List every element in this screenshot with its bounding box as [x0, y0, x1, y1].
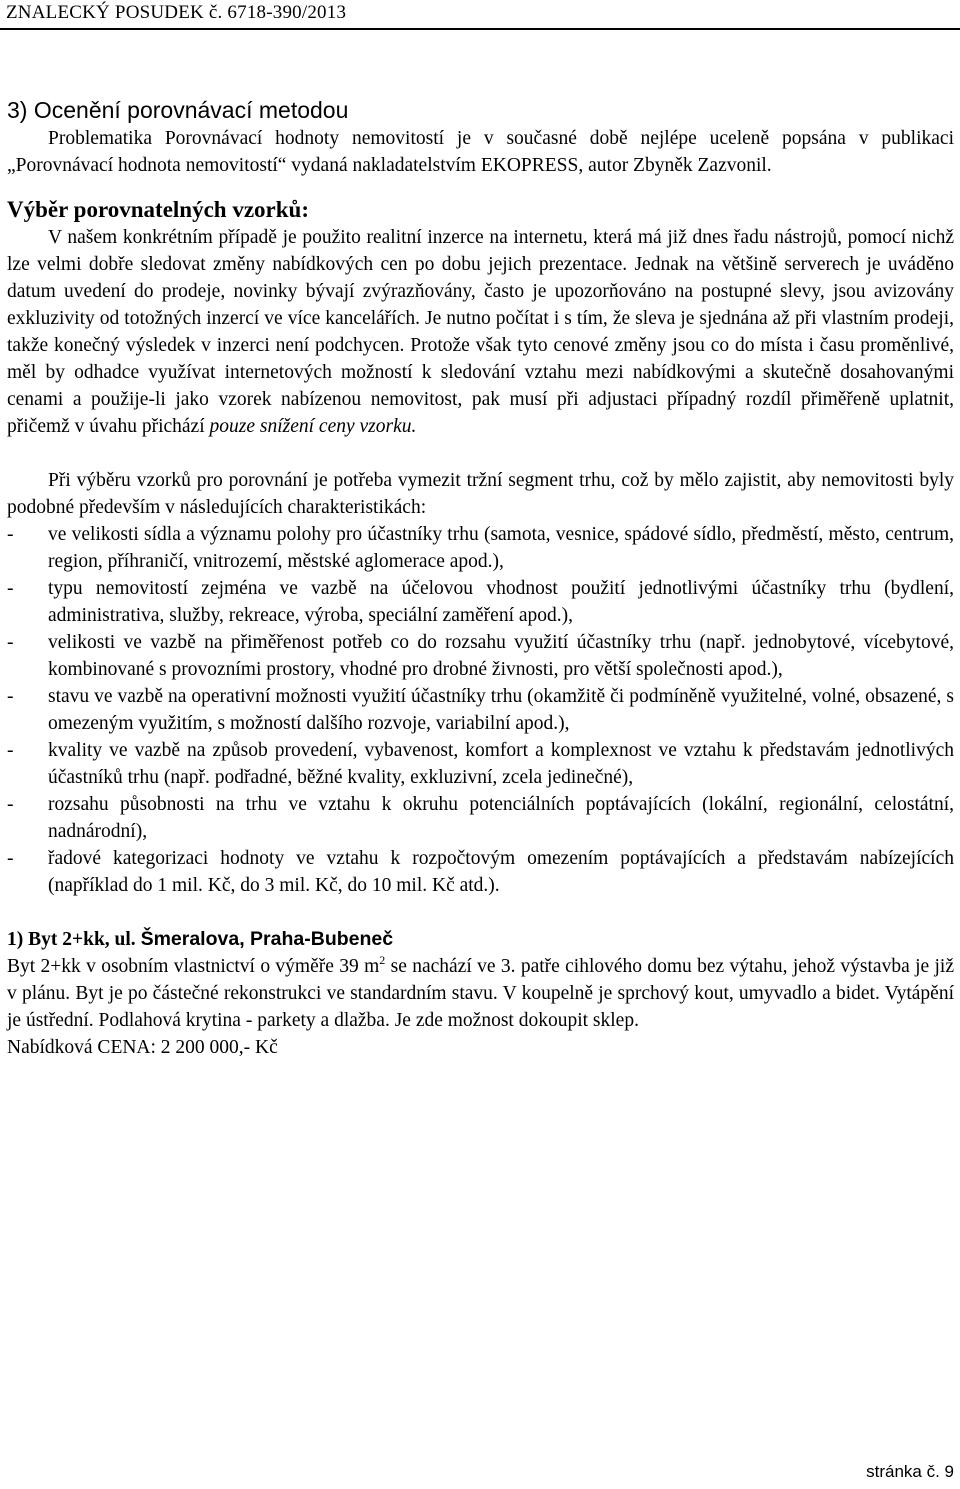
criteria-item	[7, 737, 954, 791]
spacer	[7, 179, 954, 195]
dash-mark: -	[7, 524, 14, 545]
comparable-description-a: Byt 2+kk v osobním vlastnictví o výměře 39 m	[7, 956, 380, 977]
selection-paragraph-1-italic: pouze snížení ceny vzorku.	[209, 416, 417, 437]
header-rule	[0, 28, 960, 30]
criteria-item	[7, 791, 954, 845]
criteria-item	[7, 845, 954, 899]
selection-paragraph-1a: V našem konkrétním případě je použito realitní inzerce na internetu, která má již dnes řadu nástrojů, pomocí nichž lze velmi dobře sledovat změny nabídkových cen po dobu jejich prezentace.	[7, 227, 954, 275]
document-header: ZNALECKÝ POSUDEK č. 6718-390/2013	[6, 2, 347, 23]
dash-mark: -	[7, 578, 14, 599]
dash-mark: -	[7, 794, 14, 815]
criteria-text: řadové kategorizaci hodnoty ve vztahu k rozpočtovým omezením poptávajících a představám nabízejících (například do 1 mil. Kč, do 3 mil. Kč, do 10 mil. Kč atd.).	[48, 848, 954, 896]
criteria-item	[7, 521, 954, 575]
criteria-list	[7, 521, 954, 899]
subsection-title: Výběr porovnatelných vzorků:	[7, 197, 309, 222]
document-body	[7, 96, 954, 1061]
area-superscript: 2	[379, 953, 386, 967]
criteria-item	[7, 629, 954, 683]
comparable-price: Nabídková CENA: 2 200 000,- Kč	[7, 1037, 278, 1058]
criteria-text: ve velikosti sídla a významu polohy pro účastníky trhu (samota, vesnice, spádové sídlo, předměstí, město, centrum, region, příhraničí, vnitrozemí, městské aglomerace apod.),	[48, 524, 954, 572]
comparable-title-prefix: 1) Byt 2+kk, ul.	[7, 929, 141, 950]
criteria-text: kvality ve vazbě na způsob provedení, vybavenost, komfort a komplexnost ve vztahu k představám jednotlivých účastníků trhu (např. podřadné, běžné kvality, exkluzivní, zcela jedinečné),	[48, 740, 954, 788]
selection-paragraph-2: Při výběru vzorků pro porovnání je potřeba vymezit tržní segment trhu, což by mělo zajistit, aby nemovitosti byly podobné především v následujících charakteristikách:	[7, 470, 954, 518]
spacer	[7, 899, 954, 926]
criteria-text: rozsahu působnosti na trhu ve vztahu k okruhu potenciálních poptávajících (lokální, regionální, celostátní, nadnárodní),	[48, 794, 954, 842]
dash-mark: -	[7, 848, 14, 869]
dash-mark: -	[7, 740, 14, 761]
comparable-title	[7, 926, 954, 953]
comparable-title-address: Šmeralova, Praha-Bubeneč	[140, 928, 394, 950]
spacer	[7, 440, 954, 467]
comparable-description-b: se nachází ve 3. patře cihlového domu bez výtahu, jehož výstavba je již v plánu. Byt je po částečné rekonstrukci ve standardním stavu. V koupelně je sprchový kout, umyvadlo a bidet. Vytápění je ústřední. Podlahová krytina - parkety a dlažba. Je zde možnost dokoupit sklep.	[7, 956, 954, 1031]
comparable-description	[7, 953, 954, 1034]
criteria-text: typu nemovitostí zejména ve vazbě na účelovou vhodnost použití jednotlivými účastníky trhu (bydlení, administrativa, služby, rekreace, výroba, speciální zaměření apod.),	[48, 578, 954, 626]
dash-mark: -	[7, 632, 14, 653]
selection-paragraph-1	[7, 224, 954, 440]
page-number: stránka č. 9	[866, 1462, 954, 1481]
criteria-item	[7, 683, 954, 737]
criteria-text: stavu ve vazbě na operativní možnosti využití účastníky trhu (okamžitě či podmíněně využitelné, volné, obsazené, s omezeným využitím, s možností dalšího rozvoje, variabilní apod.),	[48, 686, 954, 734]
criteria-text: velikosti ve vazbě na přiměřenost potřeb co do rozsahu využití účastníky trhu (např. jednobytové, vícebytové, kombinované s provozními prostory, vhodné pro drobné živnosti, pro větší společnosti apod.),	[48, 632, 954, 680]
dash-mark: -	[7, 686, 14, 707]
selection-paragraph-1b: Jednak na většině serverech je uváděno datum uvedení do prodeje, novinky bývají zvýrazňovány, často je upozorňováno na postupné slevy, jsou avizovány exkluzivity od totožných inzercí ve více kancelářích. Je nutno počítat i s tím, že sleva je sjednána až při vlastním prodeji, takže konečný výsledek v inzerci není podchycen. Protože však tyto cenové změny jsou co do místa i času proměnlivé, měl by odhadce využívat internetových možností k sledování vztahu mezi nabídkovými a skutečně dosahovanými cenami a použije-li jako vzorek nabízenou nemovitost, pak musí při adjustaci případný rozdíl přiměřeně uplatnit, přičemž v úvahu přichází	[7, 254, 954, 437]
section-intro: Problematika Porovnávací hodnoty nemovitostí je v současné době nejlépe uceleně popsána v publikaci „Porovnávací hodnota nemovitostí“ vydaná nakladatelstvím EKOPRESS, autor Zbyněk Zazvonil.	[7, 128, 954, 176]
section-title: 3) Ocenění porovnávací metodou	[7, 97, 349, 123]
criteria-item	[7, 575, 954, 629]
